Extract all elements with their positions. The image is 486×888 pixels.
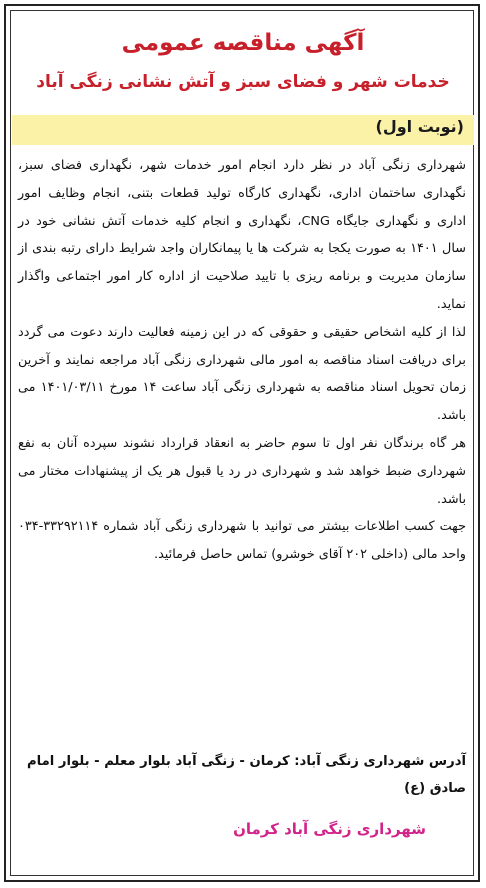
notice-subtitle: خدمات شهر و فضای سبز و آتش نشانی زنگی آباد (36, 72, 450, 92)
paragraph-contact: جهت کسب اطلاعات بیشتر می توانید با شهرداری زنگی آباد شماره ۳۳۲۹۲۱۱۴-۰۳۴ واحد مالی (داخلی ۲۰۲ آقای خوشرو) تماس حاصل فرمائید. (18, 519, 466, 563)
notice-body (18, 152, 466, 569)
paragraph-tender-scope: شهرداری زنگی آباد در نظر دارد انجام امور خدمات شهر، نگهداری فضای سبز، نگهداری ساختمان اداری، نگهداری کارگاه تولید قطعات بتنی، انجام وظایف امور اداری و نگهداری جایگاه CNG، نگهداری و انجام کلیه خدمات آتش نشانی خود در سال ۱۴۰۱ به صورت یکجا به شرکت ها یا پیمانکاران واجد شرایط دارای رتبه بندی از سازمان مدیریت و برنامه ریزی با تایید صلاحیت از اداره کار امور اجتماعی واگذار نماید. (18, 158, 466, 312)
paragraph-invitation: لذا از کلیه اشخاص حقیقی و حقوقی که در این زمینه فعالیت دارند دعوت می گردد برای دریافت اسناد مناقصه به امور مالی شهرداری زنگی آباد مراجعه نمایند و آخرین زمان تحویل اسناد مناقصه به شهرداری زنگی آباد ساعت ۱۴ مورخ ۱۴۰۱/۰۳/۱۱ می باشد. (18, 324, 466, 424)
notice-title: آگهی مناقصه عمومی (121, 30, 365, 56)
round-label: (نوبت اول) (375, 117, 464, 136)
address: آدرس شهرداری زنگی آباد: کرمان - زنگی آباد بلوار معلم - بلوار امام صادق (ع) (26, 754, 466, 796)
paragraph-deposit: هر گاه برندگان نفر اول تا سوم حاضر به انعقاد قرارداد نشوند سپرده آنان به نفع شهرداری ضبط خواهد شد و شهرداری در رد یا قبول هر یک از پیشنهادات مختار می باشد. (18, 435, 466, 507)
signature: شهرداری زنگی آباد کرمان (233, 820, 426, 838)
